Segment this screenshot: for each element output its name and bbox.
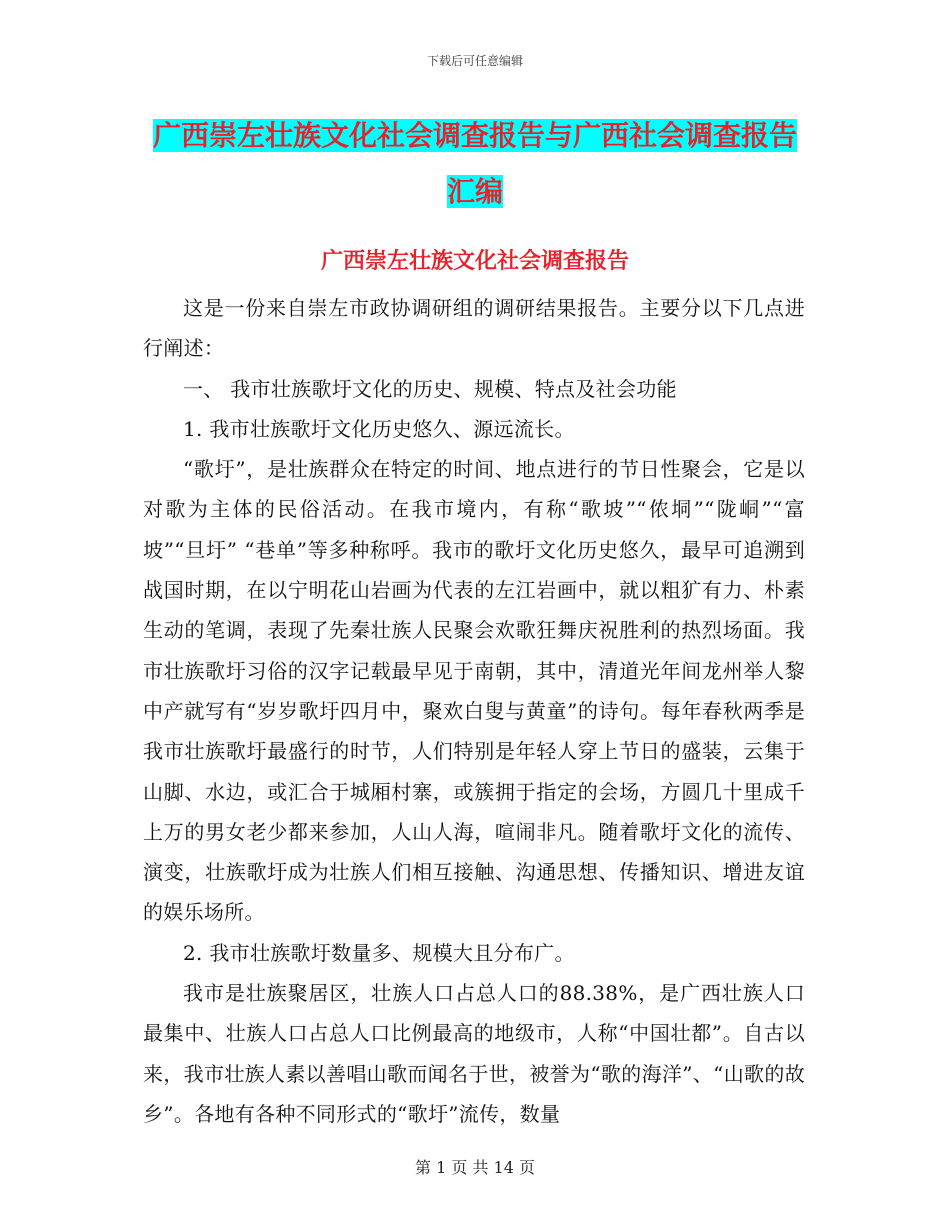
body-text [143,288,805,1134]
title-line-2: 汇编 [446,175,503,208]
header-note: 下载后可任意编辑 [426,54,523,68]
section-title: 广西崇左壮族文化社会调查报告 [320,248,629,274]
paragraph: “歌圩”，是壮族群众在特定的时间、地点进行的节日性聚会，它是以对歌为主体的民俗活动。在我市境内，有称“歌坡”“侬垌”“陇峒”“富坡”“旦圩” “巷单”等多种称呼。我市的歌圩文化历史悠久，最早可追溯到战国时期，在以宁明花山岩画为代表的左江岩画中，就以粗犷有力、朴素生动的笔调，表现了先秦壮族人民聚会欢歌狂舞庆祝胜利的热烈场面。我市壮族歌圩习俗的汉字记载最早见于南朝，其中，清道光年间龙州举人黎中产就写有“岁岁歌圩四月中，聚欢白叟与黄童”的诗句。每年春秋两季是我市壮族歌圩最盛行的时节，人们特别是年轻人穿上节日的盛装，云集于山脚、水边，或汇合于城厢村寨，或簇拥于指定的会场，方圆几十里成千上万的男女老少都来参加，人山人海，喧闹非凡。随着歌圩文化的流传、演变，壮族歌圩成为壮族人们相互接触、沟通思想、传播知识、增进友谊的娱乐场所。 [143,457,805,925]
paragraph: 2. 我市壮族歌圩数量多、规模大且分布广。 [183,940,575,965]
paragraph: 我市是壮族聚居区，壮族人口占总人口的88.38%，是广西壮族人口最集中、壮族人口占总人口比例最高的地级市，人称“中国壮都”。自古以来，我市壮族人素以善唱山歌而闻名于世，被誉为“歌的海洋”、“山歌的故乡”。各地有各种不同形式的“歌圩”流传，数量 [143,981,805,1126]
document-title [140,108,810,220]
paragraph: 1. 我市壮族歌圩文化历史悠久、源远流长。 [183,416,575,441]
page-footer: 第 1 页 共 14 页 [415,1158,535,1177]
title-line-1: 广西崇左壮族文化社会调查报告与广西社会调查报告 [152,119,797,152]
paragraph: 这是一份来自崇左市政协调研组的调研结果报告。主要分以下几点进行阐述： [143,296,805,361]
paragraph: 一、 我市壮族歌圩文化的历史、规模、特点及社会功能 [183,376,677,401]
